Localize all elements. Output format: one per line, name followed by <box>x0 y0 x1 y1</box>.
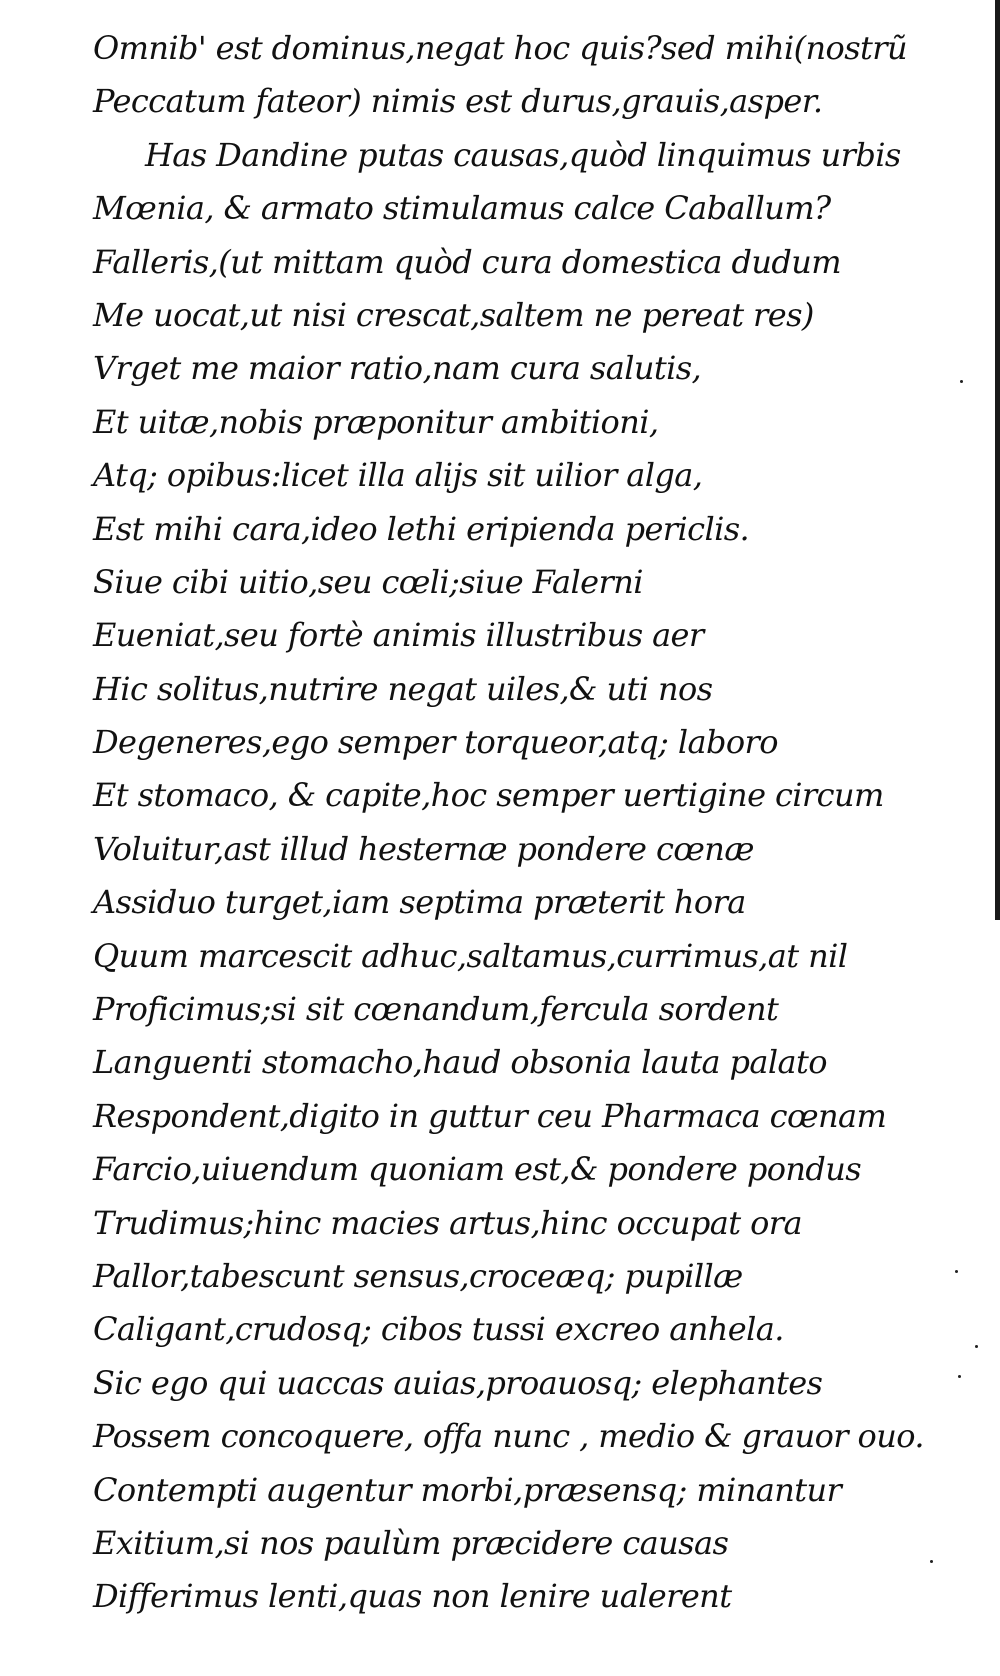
verse-line: Exitium,si nos paulùm præcidere causas <box>93 1523 729 1562</box>
verse-line: Et uitæ,nobis præponitur ambitioni, <box>93 402 659 441</box>
verse-line: Farcio,uiuendum quoniam est,& pondere pondus <box>93 1150 862 1189</box>
verse-line: Assiduo turget,iam septima præterit hora <box>93 883 746 922</box>
verse-line: Mœnia, & armato stimulamus calce Caballum? <box>93 189 831 228</box>
verse-line: Eueniat,seu fortè animis illustribus aer <box>93 616 704 655</box>
verse-line: Quum marcescit adhuc,saltamus,currimus,at nil <box>93 936 848 975</box>
verse-line: Respondent,digito in guttur ceu Pharmaca cœnam <box>93 1096 887 1135</box>
verse-line: Siue cibi uitio,seu cœli;siue Falerni <box>93 562 643 601</box>
verse-line: Proficimus;si sit cœnandum,fercula sordent <box>93 990 779 1029</box>
verse-line: Voluitur,ast illud hesternæ pondere cœnæ <box>93 829 754 868</box>
verse-line: Peccatum fateor) nimis est durus,grauis,asper. <box>93 82 823 121</box>
page-edge-rule <box>995 0 1000 920</box>
verse-line: Contempti augentur morbi,præsensq; minantur <box>93 1470 842 1509</box>
verse-line: Pallor,tabescunt sensus,croceæq; pupillæ <box>93 1256 743 1295</box>
verse-text-block <box>93 22 973 1624</box>
verse-line: Vrget me maior ratio,nam cura salutis, <box>93 349 702 388</box>
print-speck <box>975 1345 978 1348</box>
verse-line: Differimus lenti,quas non lenire ualerent <box>93 1577 732 1616</box>
verse-line: Hic solitus,nutrire negat uiles,& uti nos <box>93 669 713 708</box>
print-speck <box>955 1270 958 1273</box>
verse-line: Languenti stomacho,haud obsonia lauta palato <box>93 1043 827 1082</box>
verse-line: Possem concoquere, offa nunc , medio & grauor ouo. <box>93 1417 924 1456</box>
verse-line: Caligant,crudosq; cibos tussi excreo anhela. <box>93 1310 784 1349</box>
verse-line: Falleris,(ut mittam quòd cura domestica dudum <box>93 242 842 281</box>
verse-line: Sic ego qui uaccas auias,proauosq; elephantes <box>93 1363 823 1402</box>
print-speck <box>960 380 963 383</box>
verse-line: Omnib' est dominus,negat hoc quis?sed mihi(nostrũ <box>93 29 908 67</box>
verse-line: Me uocat,ut nisi crescat,saltem ne pereat res) <box>93 295 814 334</box>
print-speck <box>958 1375 961 1378</box>
verse-line: Est mihi cara,ideo lethi eripienda periclis. <box>93 509 750 548</box>
verse-line: Has Dandine putas causas,quòd linquimus urbis <box>145 135 901 174</box>
verse-line: Atq; opibus:licet illa alijs sit uilior alga, <box>93 456 703 495</box>
print-speck <box>930 1560 933 1563</box>
verse-line: Degeneres,ego semper torqueor,atq; laboro <box>93 723 778 762</box>
verse-line: Et stomaco, & capite,hoc semper uertigine circum <box>93 776 884 815</box>
verse-line: Trudimus;hinc macies artus,hinc occupat ora <box>93 1203 802 1242</box>
